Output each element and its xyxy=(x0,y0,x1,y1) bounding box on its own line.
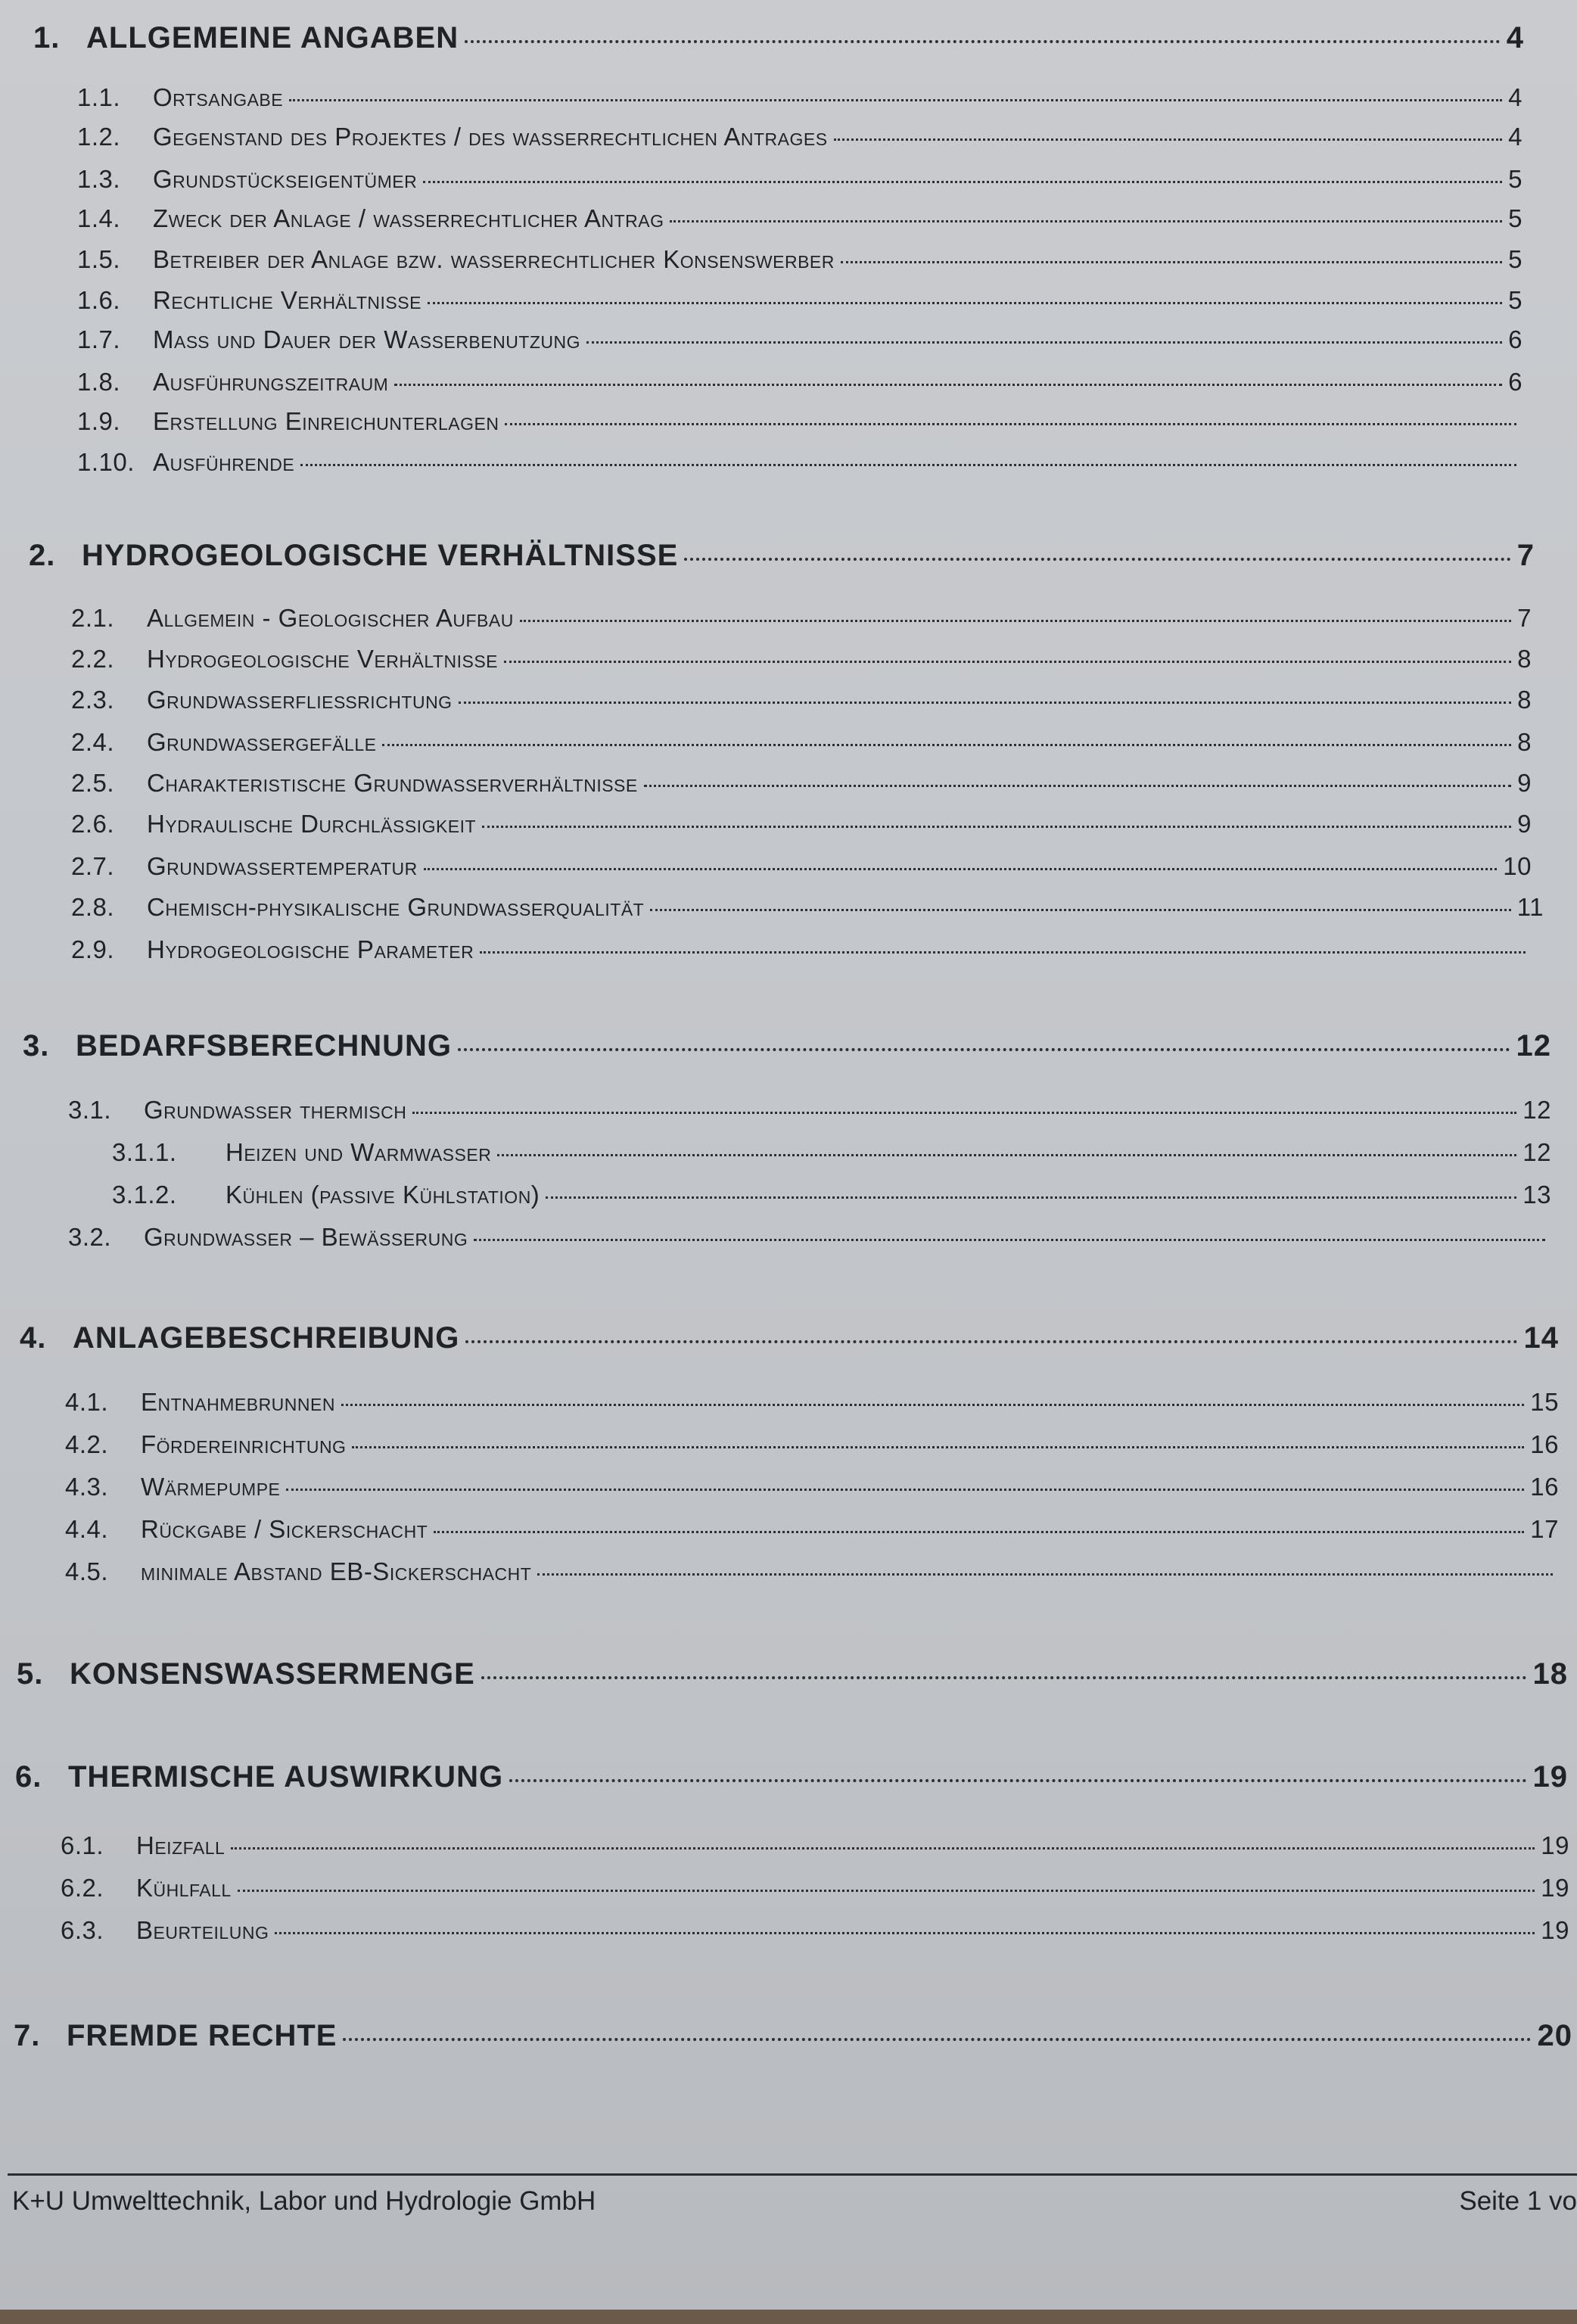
toc-title: Charakteristische Grundwasserverhältnisse xyxy=(147,769,638,797)
dot-leader xyxy=(231,1847,1535,1850)
desk-surface xyxy=(0,2310,1577,2324)
toc-page: 4 xyxy=(1508,83,1523,111)
dot-leader xyxy=(343,2038,1531,2041)
toc-number: 4.1. xyxy=(65,1388,109,1416)
toc-entry-3-2 xyxy=(68,1223,1551,1252)
toc-entry-section-1 xyxy=(33,21,1524,55)
toc-page: 19 xyxy=(1532,1760,1568,1794)
footer-company-name: K+U Umwelttechnik, Labor und Hydrologie GmbH xyxy=(12,2186,596,2216)
dot-leader xyxy=(644,785,1511,787)
toc-number: 1.2. xyxy=(77,123,121,151)
toc-number: 2.1. xyxy=(71,604,115,632)
toc-entry-2-6 xyxy=(71,810,1532,838)
toc-page: 5 xyxy=(1508,165,1523,193)
toc-title: ALLGEMEINE ANGABEN xyxy=(86,21,459,54)
toc-title: Erstellung Einreichunterlagen xyxy=(153,407,499,435)
toc-title: Zweck der Anlage / wasserrechtlicher Antrag xyxy=(153,204,664,232)
toc-page: 8 xyxy=(1517,728,1532,756)
toc-entry-4-5 xyxy=(65,1557,1559,1586)
toc-page: 19 xyxy=(1541,1831,1569,1859)
toc-title: Hydrogeologische Verhältnisse xyxy=(147,645,499,673)
toc-page: 20 xyxy=(1537,2019,1572,2052)
toc-title: THERMISCHE AUSWIRKUNG xyxy=(68,1760,504,1794)
toc-entry-1-4 xyxy=(77,204,1523,233)
toc-entry-3-1-2 xyxy=(112,1181,1551,1209)
toc-title: Rechtliche Verhältnisse xyxy=(153,286,421,314)
dot-leader xyxy=(480,951,1526,954)
dot-leader xyxy=(394,384,1502,386)
dot-leader xyxy=(670,220,1502,222)
toc-page: 16 xyxy=(1530,1473,1559,1501)
toc-entry-3-1 xyxy=(68,1096,1551,1125)
toc-entry-1-10 xyxy=(77,448,1523,477)
toc-title: BEDARFSBERECHNUNG xyxy=(76,1029,453,1062)
dot-leader xyxy=(586,341,1502,344)
dot-leader xyxy=(352,1446,1524,1448)
toc-entry-1-3 xyxy=(77,165,1523,194)
toc-entry-4-2 xyxy=(65,1430,1559,1459)
toc-entry-3-1-1 xyxy=(112,1138,1551,1167)
dot-leader xyxy=(465,40,1501,43)
toc-entry-section-4 xyxy=(20,1321,1559,1355)
toc-number: 6.3. xyxy=(61,1916,104,1944)
toc-page: 4 xyxy=(1506,21,1524,54)
toc-entry-1-9 xyxy=(77,407,1523,436)
dot-leader xyxy=(481,1676,1527,1679)
dot-leader xyxy=(286,1489,1524,1491)
toc-page: 9 xyxy=(1517,769,1532,797)
toc-entry-section-3 xyxy=(23,1029,1551,1063)
dot-leader xyxy=(424,868,1498,870)
toc-number: 3. xyxy=(23,1029,50,1062)
dot-leader xyxy=(382,744,1511,746)
dot-leader xyxy=(509,1779,1526,1782)
toc-page: 15 xyxy=(1530,1388,1559,1416)
toc-entry-1-2 xyxy=(77,123,1523,151)
toc-entry-2-9 xyxy=(71,935,1532,964)
toc-page: 12 xyxy=(1523,1096,1551,1124)
dot-leader xyxy=(423,181,1502,183)
toc-title: Allgemein - Geologischer Aufbau xyxy=(147,604,514,632)
dot-leader xyxy=(537,1573,1553,1576)
dot-leader xyxy=(505,423,1516,425)
dot-leader xyxy=(841,261,1502,263)
toc-number: 2.9. xyxy=(71,935,115,963)
toc-title: Hydrogeologische Parameter xyxy=(147,935,474,963)
toc-page: 8 xyxy=(1517,686,1532,714)
toc-title: Kühlen (passive Kühlstation) xyxy=(226,1181,540,1209)
toc-title: FREMDE RECHTE xyxy=(67,2019,337,2052)
toc-number: 2.8. xyxy=(71,893,115,921)
toc-number: 1.5. xyxy=(77,245,121,273)
toc-number: 6.2. xyxy=(61,1874,104,1902)
toc-entry-2-3 xyxy=(71,686,1532,714)
toc-entry-4-1 xyxy=(65,1388,1559,1417)
toc-page: 18 xyxy=(1532,1657,1568,1691)
dot-leader xyxy=(458,1048,1510,1051)
toc-entry-section-6 xyxy=(15,1760,1568,1794)
toc-entry-2-8 xyxy=(71,893,1544,922)
toc-page: 12 xyxy=(1516,1029,1551,1062)
toc-number: 2.7. xyxy=(71,852,115,880)
toc-number: 4.2. xyxy=(65,1430,109,1458)
toc-number: 1.4. xyxy=(77,204,121,232)
toc-page: 13 xyxy=(1523,1181,1551,1209)
toc-page: 12 xyxy=(1523,1138,1551,1166)
dot-leader xyxy=(459,702,1512,704)
toc-title: Rückgabe / Sickerschacht xyxy=(141,1515,428,1543)
toc-title: Fördereinrichtung xyxy=(141,1430,347,1458)
toc-title: Grundwasser thermisch xyxy=(144,1096,407,1124)
toc-title: Beurteilung xyxy=(136,1916,269,1944)
toc-title: Ausführende xyxy=(153,448,295,476)
toc-number: 4.4. xyxy=(65,1515,109,1543)
toc-page: 11 xyxy=(1516,893,1544,921)
toc-number: 1.3. xyxy=(77,165,121,193)
toc-number: 2.5. xyxy=(71,769,115,797)
toc-number: 2. xyxy=(29,539,56,572)
footer-page-number: Seite 1 vo xyxy=(1459,2186,1577,2216)
toc-title: Maß und Dauer der Wasserbenutzung xyxy=(153,325,581,353)
toc-number: 2.3. xyxy=(71,686,115,714)
toc-title: Gegenstand des Projektes / des wasserrechtlichen Antrages xyxy=(153,123,828,151)
toc-number: 4.3. xyxy=(65,1473,109,1501)
toc-number: 1.1. xyxy=(77,83,121,111)
toc-entry-1-6 xyxy=(77,286,1523,315)
toc-number: 6.1. xyxy=(61,1831,104,1859)
toc-title: Heizfall xyxy=(136,1831,226,1859)
dot-leader xyxy=(428,302,1502,304)
toc-page: 10 xyxy=(1503,852,1532,880)
page-footer xyxy=(8,2173,1577,2216)
toc-title: Entnahmebrunnen xyxy=(141,1388,335,1416)
dot-leader xyxy=(684,558,1510,561)
toc-number: 1.8. xyxy=(77,368,121,396)
toc-number: 6. xyxy=(15,1760,42,1794)
toc-page: 16 xyxy=(1530,1430,1559,1458)
dot-leader xyxy=(289,99,1502,101)
toc-entry-6-3 xyxy=(61,1916,1569,1945)
toc-number: 2.4. xyxy=(71,728,115,756)
toc-number: 2.6. xyxy=(71,810,115,838)
toc-title: HYDROGEOLOGISCHE VERHÄLTNISSE xyxy=(82,539,679,572)
toc-title: Hydraulische Durchlässigkeit xyxy=(147,810,477,838)
toc-number: 1.6. xyxy=(77,286,121,314)
toc-entry-4-4 xyxy=(65,1515,1559,1544)
toc-title: Kühlfall xyxy=(136,1874,232,1902)
dot-leader xyxy=(474,1239,1545,1241)
toc-title: Heizen und Warmwasser xyxy=(226,1138,492,1166)
toc-number: 4.5. xyxy=(65,1557,109,1585)
toc-page: 6 xyxy=(1508,325,1523,353)
toc-page: 5 xyxy=(1508,204,1523,232)
toc-title: Grundwasser – Bewässerung xyxy=(144,1223,468,1251)
dot-leader xyxy=(465,1340,1517,1343)
toc-page: 5 xyxy=(1508,286,1523,314)
toc-entry-2-5 xyxy=(71,769,1532,798)
toc-entry-4-3 xyxy=(65,1473,1559,1501)
dot-leader xyxy=(300,464,1516,466)
toc-entry-1-5 xyxy=(77,245,1523,274)
toc-number: 1.9. xyxy=(77,407,121,435)
toc-page: 17 xyxy=(1530,1515,1559,1543)
dot-leader xyxy=(520,620,1511,622)
dot-leader xyxy=(434,1531,1524,1533)
toc-number: 1.10. xyxy=(77,448,135,476)
toc-title: Grundstückseigentümer xyxy=(153,165,418,193)
toc-page: 5 xyxy=(1508,245,1523,273)
dot-leader xyxy=(546,1196,1516,1199)
toc-entry-section-7 xyxy=(14,2019,1572,2053)
toc-number: 3.1.1. xyxy=(112,1138,177,1166)
toc-page: 19 xyxy=(1541,1916,1569,1944)
toc-entry-1-7 xyxy=(77,325,1523,354)
toc-number: 2.2. xyxy=(71,645,115,673)
toc-number: 3.1. xyxy=(68,1096,112,1124)
toc-title: Grundwasserfließrichtung xyxy=(147,686,453,714)
toc-title: Wärmepumpe xyxy=(141,1473,281,1501)
toc-number: 1. xyxy=(33,21,61,54)
toc-title: Ortsangabe xyxy=(153,83,284,111)
toc-page: 6 xyxy=(1508,368,1523,396)
dot-leader xyxy=(275,1932,1535,1934)
toc-page: 4 xyxy=(1508,123,1523,151)
toc-entry-2-4 xyxy=(71,728,1532,757)
toc-entry-1-1 xyxy=(77,83,1523,112)
toc-title: Grundwassergefälle xyxy=(147,728,377,756)
dot-leader xyxy=(412,1112,1516,1114)
dot-leader xyxy=(497,1154,1516,1156)
toc-entry-1-8 xyxy=(77,368,1523,397)
toc-page: 19 xyxy=(1541,1874,1569,1902)
toc-number: 5. xyxy=(17,1657,44,1691)
dot-leader xyxy=(238,1890,1535,1892)
toc-entry-2-2 xyxy=(71,645,1532,674)
toc-title: Chemisch-physikalische Grundwasserqualität xyxy=(147,893,645,921)
toc-number: 7. xyxy=(14,2019,41,2052)
toc-page: 9 xyxy=(1517,810,1532,838)
toc-entry-6-2 xyxy=(61,1874,1569,1902)
toc-entry-section-5 xyxy=(17,1657,1568,1691)
toc-title: Grundwassertemperatur xyxy=(147,852,418,880)
dot-leader xyxy=(650,909,1510,911)
dot-leader xyxy=(504,661,1511,663)
toc-page: 14 xyxy=(1523,1321,1559,1355)
toc-title: ANLAGEBESCHREIBUNG xyxy=(73,1321,460,1355)
toc-entry-2-7 xyxy=(71,852,1532,881)
toc-entry-section-2 xyxy=(29,539,1535,573)
toc-page: 7 xyxy=(1516,539,1535,572)
dot-leader xyxy=(341,1404,1524,1406)
toc-title: Ausführungszeitraum xyxy=(153,368,389,396)
toc-number: 4. xyxy=(20,1321,47,1355)
toc-number: 1.7. xyxy=(77,325,121,353)
toc-page: 7 xyxy=(1517,604,1532,632)
toc-number: 3.1.2. xyxy=(112,1181,177,1209)
toc-entry-2-1 xyxy=(71,604,1532,633)
dot-leader xyxy=(834,138,1503,141)
toc-page: 8 xyxy=(1517,645,1532,673)
dot-leader xyxy=(482,826,1511,828)
toc-title: Betreiber der Anlage bzw. wasserrechtlicher Konsenswerber xyxy=(153,245,835,273)
toc-title: KONSENSWASSERMENGE xyxy=(70,1657,475,1691)
toc-entry-6-1 xyxy=(61,1831,1569,1860)
toc-title: minimale Abstand EB-Sickerschacht xyxy=(141,1557,532,1585)
toc-number: 3.2. xyxy=(68,1223,112,1251)
